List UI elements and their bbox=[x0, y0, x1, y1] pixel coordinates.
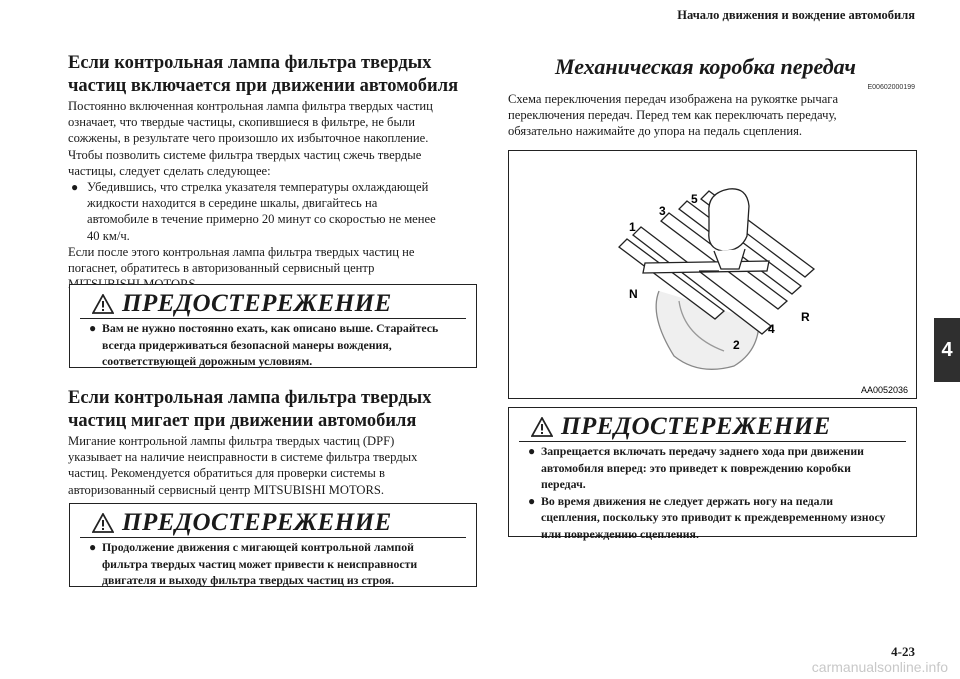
text-line: Запрещается включать передачу заднего хода при движении bbox=[541, 444, 864, 458]
section-dpf-lamp-on bbox=[68, 52, 478, 292]
text-line: фильтра твердых частиц может привести к неисправности bbox=[102, 556, 418, 571]
text-line: Постоянно включенная контрольная лампа фильтра твердых частиц bbox=[68, 99, 433, 113]
bullet-icon: ● bbox=[71, 180, 79, 195]
instruction-list bbox=[68, 179, 478, 244]
text-line: Мигание контрольной лампы фильтра твердых частиц (DPF) bbox=[68, 434, 395, 448]
gear-label-n: N bbox=[629, 287, 638, 301]
text-line: Схема переключения передач изображена на рукоятке рычага bbox=[508, 92, 839, 106]
gear-label-3: 3 bbox=[659, 204, 666, 218]
page-number: 4-23 bbox=[891, 644, 915, 659]
section-dpf-lamp-blinking bbox=[68, 387, 478, 498]
footer-watermark[interactable]: carmanualsonline.info bbox=[811, 659, 948, 675]
bullet-icon: ● bbox=[89, 540, 97, 554]
warning-body bbox=[80, 320, 466, 370]
text-line: погаснет, обратитесь в авторизованный сервисный центр bbox=[68, 261, 375, 276]
text-line: обязательно нажимайте до упора на педаль сцепления. bbox=[508, 124, 803, 139]
text-line: авторизованный сервисный центр MITSUBISHI MOTORS. bbox=[68, 482, 385, 497]
text-line: переключения передач. Перед тем как переключать передачу, bbox=[508, 108, 837, 123]
shift-pattern-figure bbox=[508, 150, 917, 399]
list-item bbox=[80, 320, 466, 370]
section-paragraph bbox=[68, 433, 478, 498]
running-header: Начало движения и вождение автомобиля bbox=[677, 8, 915, 22]
text-line: частиц. Рекомендуется обратиться для проверки системы в bbox=[68, 466, 385, 481]
warning-box bbox=[69, 503, 477, 587]
section-title bbox=[68, 52, 478, 98]
list-item bbox=[68, 179, 478, 244]
warning-header bbox=[80, 508, 466, 538]
section-title-line: частиц мигает при движении автомобиля bbox=[68, 411, 417, 431]
gear-label-5: 5 bbox=[691, 192, 698, 206]
section-title bbox=[68, 387, 478, 433]
text-line: Во время движения не следует держать ногу на педали bbox=[541, 493, 834, 508]
shift-pattern-illustration bbox=[509, 151, 916, 398]
warning-triangle-icon bbox=[531, 417, 553, 437]
gear-label-4: 4 bbox=[768, 322, 775, 336]
document-code: E00602000199 bbox=[867, 84, 915, 91]
text-line: означает, что твердые частицы, скопившиеся в фильтре, не были bbox=[68, 115, 415, 130]
text-line: Если после этого контрольная лампа фильтра твердых частиц не bbox=[68, 244, 415, 259]
text-line: или повреждению сцепления. bbox=[541, 526, 699, 541]
text-line: передач. bbox=[541, 477, 586, 491]
text-line: Убедившись, что стрелка указателя температуры охлаждающей bbox=[87, 180, 429, 195]
gear-label-1: 1 bbox=[629, 220, 636, 234]
warning-list bbox=[519, 443, 906, 542]
list-item bbox=[519, 443, 906, 493]
section-title-manual-gearbox: Механическая коробка передач bbox=[555, 54, 856, 79]
warning-title: ПРЕДОСТЕРЕЖЕНИЕ bbox=[122, 509, 392, 536]
warning-list bbox=[80, 320, 466, 370]
section-title-line: частиц включается при движении автомобиля bbox=[68, 76, 459, 96]
warning-header bbox=[519, 412, 906, 442]
text-line: всегда придерживаться безопасной манеры вождения, bbox=[102, 337, 392, 352]
bullet-icon: ● bbox=[528, 444, 536, 458]
gearbox-intro bbox=[508, 91, 928, 140]
warning-title: ПРЕДОСТЕРЕЖЕНИЕ bbox=[561, 413, 831, 440]
warning-body bbox=[519, 443, 906, 542]
warning-body bbox=[80, 539, 466, 589]
gear-label-2: 2 bbox=[733, 338, 740, 352]
bullet-icon: ● bbox=[528, 493, 536, 508]
text-line: сожжены, в результате чего произошло их избыточное накопление. bbox=[68, 131, 429, 146]
text-line: автомобиля вперед: это приведет к повреждению коробки bbox=[541, 460, 851, 475]
list-item bbox=[519, 493, 906, 543]
text-line: соответствующей дорожным условиям. bbox=[102, 354, 313, 368]
text-line: указывает на наличие неисправности в системе фильтра твердых bbox=[68, 450, 418, 465]
warning-triangle-icon bbox=[92, 294, 114, 314]
section-title-line: Если контрольная лампа фильтра твердых bbox=[68, 53, 432, 73]
section-paragraph bbox=[68, 98, 478, 179]
figure-id: AA0052036 bbox=[861, 385, 909, 395]
warning-header bbox=[80, 289, 466, 319]
text-line: частицы, следует сделать следующее: bbox=[68, 163, 271, 178]
warning-list bbox=[80, 539, 466, 589]
list-item bbox=[80, 539, 466, 589]
chapter-tab[interactable] bbox=[934, 318, 960, 382]
warning-triangle-icon bbox=[92, 513, 114, 533]
text-line: 40 км/ч. bbox=[87, 228, 130, 243]
text-line: сцепления, поскольку это приводит к преждевременному износу bbox=[541, 510, 886, 524]
text-line: двигателя и выходу фильтра твердых частиц из строя. bbox=[102, 573, 395, 587]
bullet-icon: ● bbox=[89, 321, 97, 335]
warning-box bbox=[69, 284, 477, 368]
text-line: автомобиле в течение примерно 20 минут со скоростью не менее bbox=[87, 212, 436, 227]
warning-title: ПРЕДОСТЕРЕЖЕНИЕ bbox=[122, 290, 392, 317]
text-line: Чтобы позволить системе фильтра твердых частиц сжечь твердые bbox=[68, 147, 422, 162]
section-title-line: Если контрольная лампа фильтра твердых bbox=[68, 388, 432, 408]
warning-box bbox=[508, 407, 917, 541]
text-line: Продолжение движения с мигающей контрольной лампой bbox=[102, 540, 414, 554]
text-line: Вам не нужно постоянно ехать, как описано выше. Старайтесь bbox=[102, 321, 439, 335]
text-line: жидкости находится в середине шкалы, двигайтесь на bbox=[87, 196, 378, 211]
chapter-number: 4 bbox=[941, 338, 953, 361]
gear-label-r: R bbox=[801, 310, 810, 324]
